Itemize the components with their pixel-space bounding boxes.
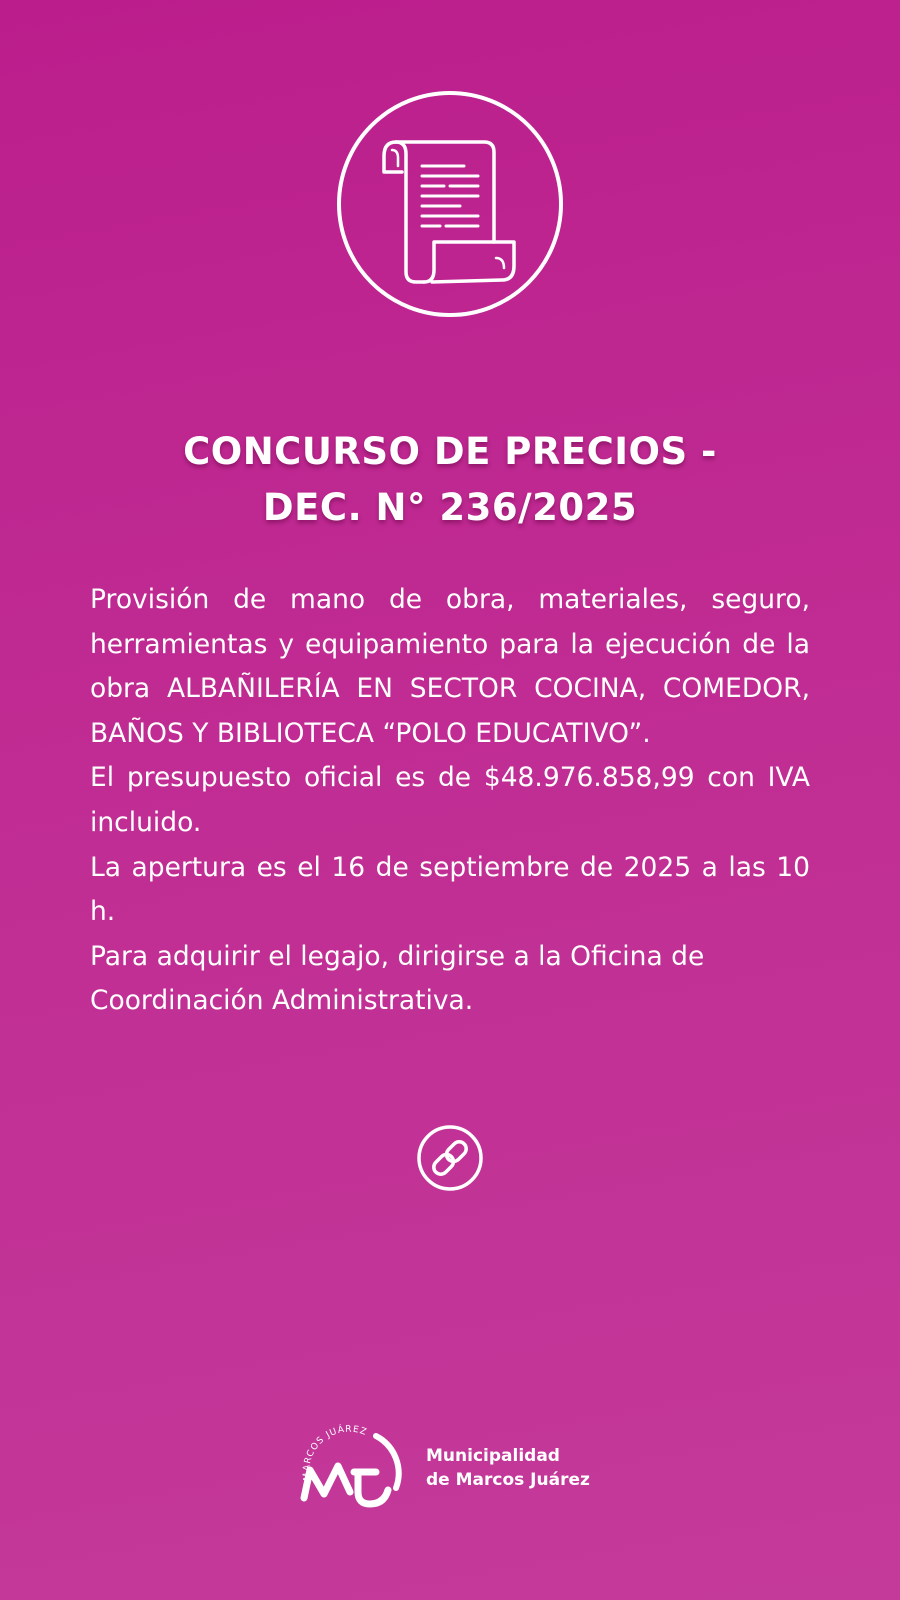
- paragraph-opening: La apertura es el 16 de septiembre de 2025 a las 10 h.: [90, 851, 810, 928]
- municipality-logo: [296, 1422, 406, 1510]
- logo-arc-text: MARCOS JUÁREZ: [301, 1424, 369, 1481]
- announcement-body: [90, 578, 810, 1024]
- paragraph-instructions: Para adquirir el legajo, dirigirse a la Oficina de Coordinación Administrativa.: [90, 940, 705, 1017]
- paragraph-budget: El presupuesto oficial es de $48.976.858,99 con IVA incluido.: [90, 762, 810, 838]
- municipality-name-line-2: de Marcos Juárez: [426, 1470, 590, 1490]
- page-title: [60, 424, 840, 536]
- title-line-2: DEC. N° 236/2025: [262, 486, 638, 529]
- municipality-name-line-1: Municipalidad: [426, 1446, 560, 1466]
- title-line-1: CONCURSO DE PRECIOS -: [183, 430, 717, 473]
- municipality-name: [426, 1444, 626, 1492]
- document-scroll-icon: [336, 90, 564, 318]
- paragraph-description: Provisión de mano de obra, materiales, seguro, herramientas y equipamiento para la ejecución de la obra ALBAÑILERÍA EN SECTOR COCINA, COMEDOR, BAÑOS Y BIBLIOTECA “POLO EDUCATIVO”.: [90, 584, 810, 749]
- link-icon[interactable]: [416, 1124, 484, 1192]
- footer-branding: [296, 1422, 616, 1512]
